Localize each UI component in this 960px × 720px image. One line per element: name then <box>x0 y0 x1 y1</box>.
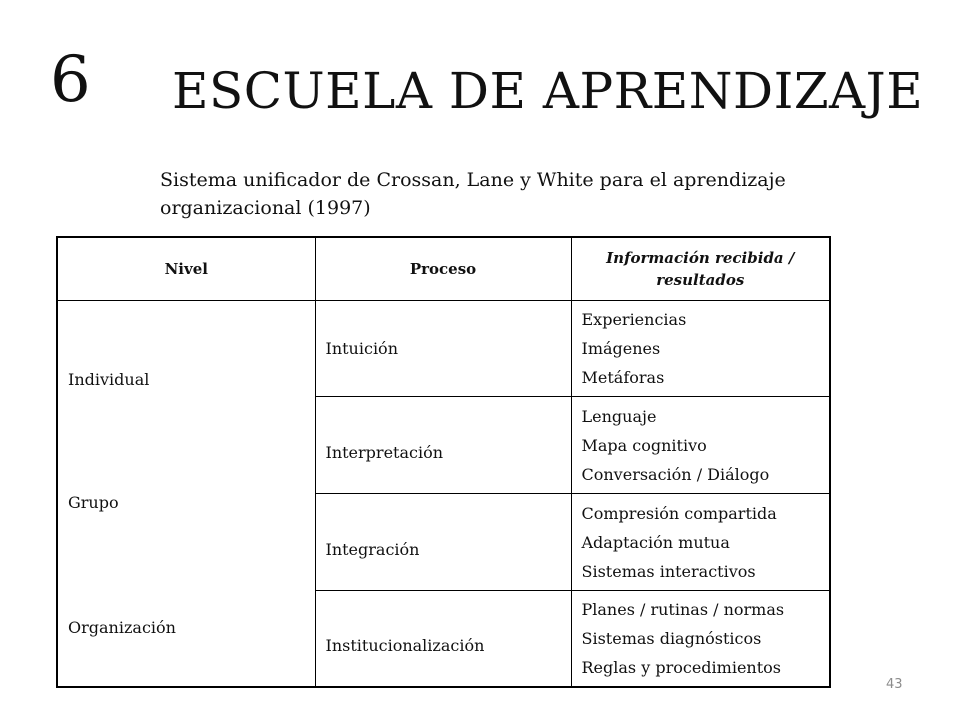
output-item: Adaptación mutua <box>581 532 730 552</box>
output-item: Compresión compartida <box>581 503 777 523</box>
output-item: Experiencias <box>581 310 687 330</box>
output-item: Mapa cognitivo <box>581 435 707 455</box>
output-item: Conversación / Diálogo <box>581 464 770 484</box>
process-cell: Interpretación <box>315 397 571 494</box>
table-header-row <box>57 237 830 301</box>
process-cell: Institucionalización <box>315 591 571 687</box>
subtitle-line-1: Sistema unificador de Crossan, Lane y White para el aprendizaje <box>160 169 786 191</box>
outputs-cell <box>571 591 830 687</box>
output-item: Imágenes <box>581 339 661 359</box>
level-organizacion: Organización <box>68 618 176 638</box>
outputs-cell <box>571 301 830 397</box>
levels-column <box>57 301 315 687</box>
page-number: 43 <box>886 677 903 692</box>
header-proceso: Proceso <box>315 237 571 301</box>
slide-subtitle <box>160 166 880 222</box>
output-item: Sistemas interactivos <box>581 561 756 581</box>
outputs-cell <box>571 494 830 591</box>
level-grupo: Grupo <box>68 493 119 513</box>
outputs-cell <box>571 397 830 494</box>
output-item: Planes / rutinas / normas <box>581 600 785 620</box>
slide-number: 6 <box>50 43 91 117</box>
level-individual: Individual <box>68 370 150 390</box>
header-nivel: Nivel <box>57 237 315 301</box>
learning-table <box>56 236 831 688</box>
slide-title: ESCUELA DE APRENDIZAJE <box>172 62 924 120</box>
process-cell: Integración <box>315 494 571 591</box>
table-row <box>57 301 830 397</box>
subtitle-line-2: organizacional (1997) <box>160 197 371 219</box>
output-item: Reglas y procedimientos <box>581 658 781 678</box>
process-cell: Intuición <box>315 301 571 397</box>
output-item: Metáforas <box>581 368 665 388</box>
output-item: Lenguaje <box>581 406 657 426</box>
output-item: Sistemas diagnósticos <box>581 629 762 649</box>
header-informacion: Información recibida / resultados <box>571 237 830 301</box>
